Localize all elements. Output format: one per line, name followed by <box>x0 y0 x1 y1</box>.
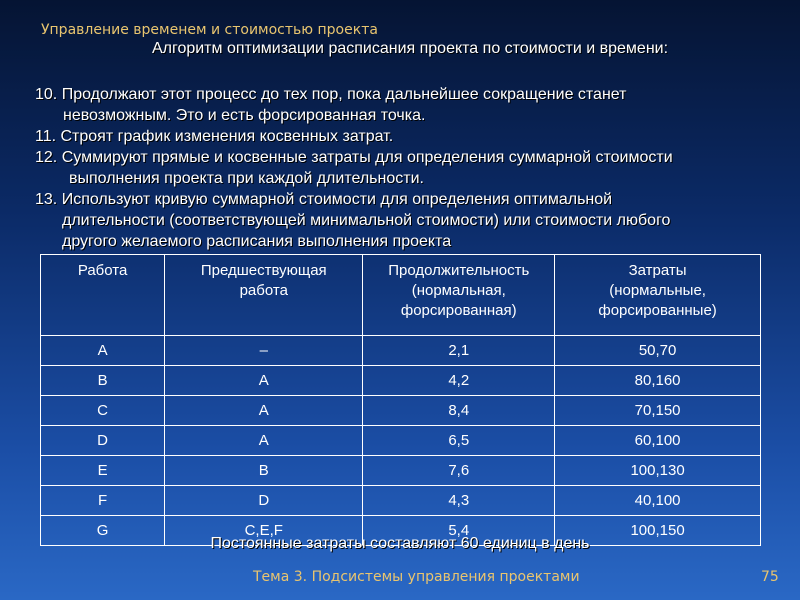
step-12-line-1: 12. Суммируют прямые и косвенные затраты для определения суммарной стоимости <box>35 149 673 166</box>
step-13-line-3: другого желаемого расписания выполнения проекта <box>62 233 452 250</box>
cell-duration: 4,2 <box>363 366 555 396</box>
cell-work: C <box>41 396 165 426</box>
step-12-line-2: выполнения проекта при каждой длительности. <box>69 170 424 187</box>
cell-predecessor: A <box>165 396 363 426</box>
header-duration <box>363 255 555 336</box>
cell-cost: 100,130 <box>555 456 761 486</box>
cell-work: E <box>41 456 165 486</box>
algorithm-steps <box>35 84 775 252</box>
table-header-row <box>41 255 761 336</box>
header-predecessor-line-2: работа <box>239 282 288 299</box>
table-row <box>41 426 761 456</box>
cell-duration: 2,1 <box>363 336 555 366</box>
header-cost-line-3: форсированные) <box>598 302 717 319</box>
page-number: 75 <box>761 569 779 585</box>
header-work <box>41 255 165 336</box>
work-costs-table <box>40 254 761 546</box>
step-11-line-1: 11. Строят график изменения косвенных затрат. <box>35 128 394 145</box>
header-predecessor <box>165 255 363 336</box>
slide-header-subtitle: Управление временем и стоимостью проекта <box>41 22 378 38</box>
header-cost <box>555 255 761 336</box>
table-row <box>41 396 761 426</box>
cell-work: D <box>41 426 165 456</box>
table-row <box>41 486 761 516</box>
step-13-line-1: 13. Используют кривую суммарной стоимости для определения оптимальной <box>35 191 613 208</box>
cell-cost: 70,150 <box>555 396 761 426</box>
cell-cost: 40,100 <box>555 486 761 516</box>
cell-duration: 6,5 <box>363 426 555 456</box>
cell-predecessor: B <box>165 456 363 486</box>
algorithm-title: Алгоритм оптимизации расписания проекта по стоимости и времени: <box>151 40 669 57</box>
cell-predecessor: D <box>165 486 363 516</box>
header-predecessor-line-1: Предшествующая <box>200 262 327 279</box>
cell-work: A <box>41 336 165 366</box>
cell-duration: 4,3 <box>363 486 555 516</box>
cell-work: B <box>41 366 165 396</box>
cell-duration: 8,4 <box>363 396 555 426</box>
header-cost-line-2: (нормальные, <box>609 282 706 299</box>
cell-work: F <box>41 486 165 516</box>
cell-cost: 50,70 <box>555 336 761 366</box>
step-10-line-2: невозможным. Это и есть форсированная точка. <box>63 107 426 124</box>
cell-cost: 80,160 <box>555 366 761 396</box>
fixed-costs-note: Постоянные затраты составляют 60 единиц в день <box>210 535 590 552</box>
cell-duration: 7,6 <box>363 456 555 486</box>
cell-work: G <box>41 516 165 546</box>
step-10-line-1: 10. Продолжают этот процесс до тех пор, пока дальнейшее сокращение станет <box>35 86 627 103</box>
header-duration-line-2: (нормальная, <box>411 282 506 299</box>
table-row <box>41 366 761 396</box>
table-row <box>41 456 761 486</box>
cell-duration: 5,4 <box>363 516 555 546</box>
cell-cost: 100,150 <box>555 516 761 546</box>
cell-predecessor: – <box>165 336 363 366</box>
table-row <box>41 336 761 366</box>
cell-predecessor: A <box>165 366 363 396</box>
footer-topic: Тема 3. Подсистемы управления проектами <box>253 569 580 585</box>
cell-predecessor: C,E,F <box>165 516 363 546</box>
step-13-line-2: длительности (соответствующей минимальной стоимости) или стоимости любого <box>62 212 671 229</box>
header-duration-line-1: Продолжительность <box>388 262 530 279</box>
cell-cost: 60,100 <box>555 426 761 456</box>
header-duration-line-3: форсированная) <box>400 302 517 319</box>
header-cost-line-1: Затраты <box>628 262 687 279</box>
cell-predecessor: A <box>165 426 363 456</box>
header-work-label: Работа <box>77 262 128 279</box>
